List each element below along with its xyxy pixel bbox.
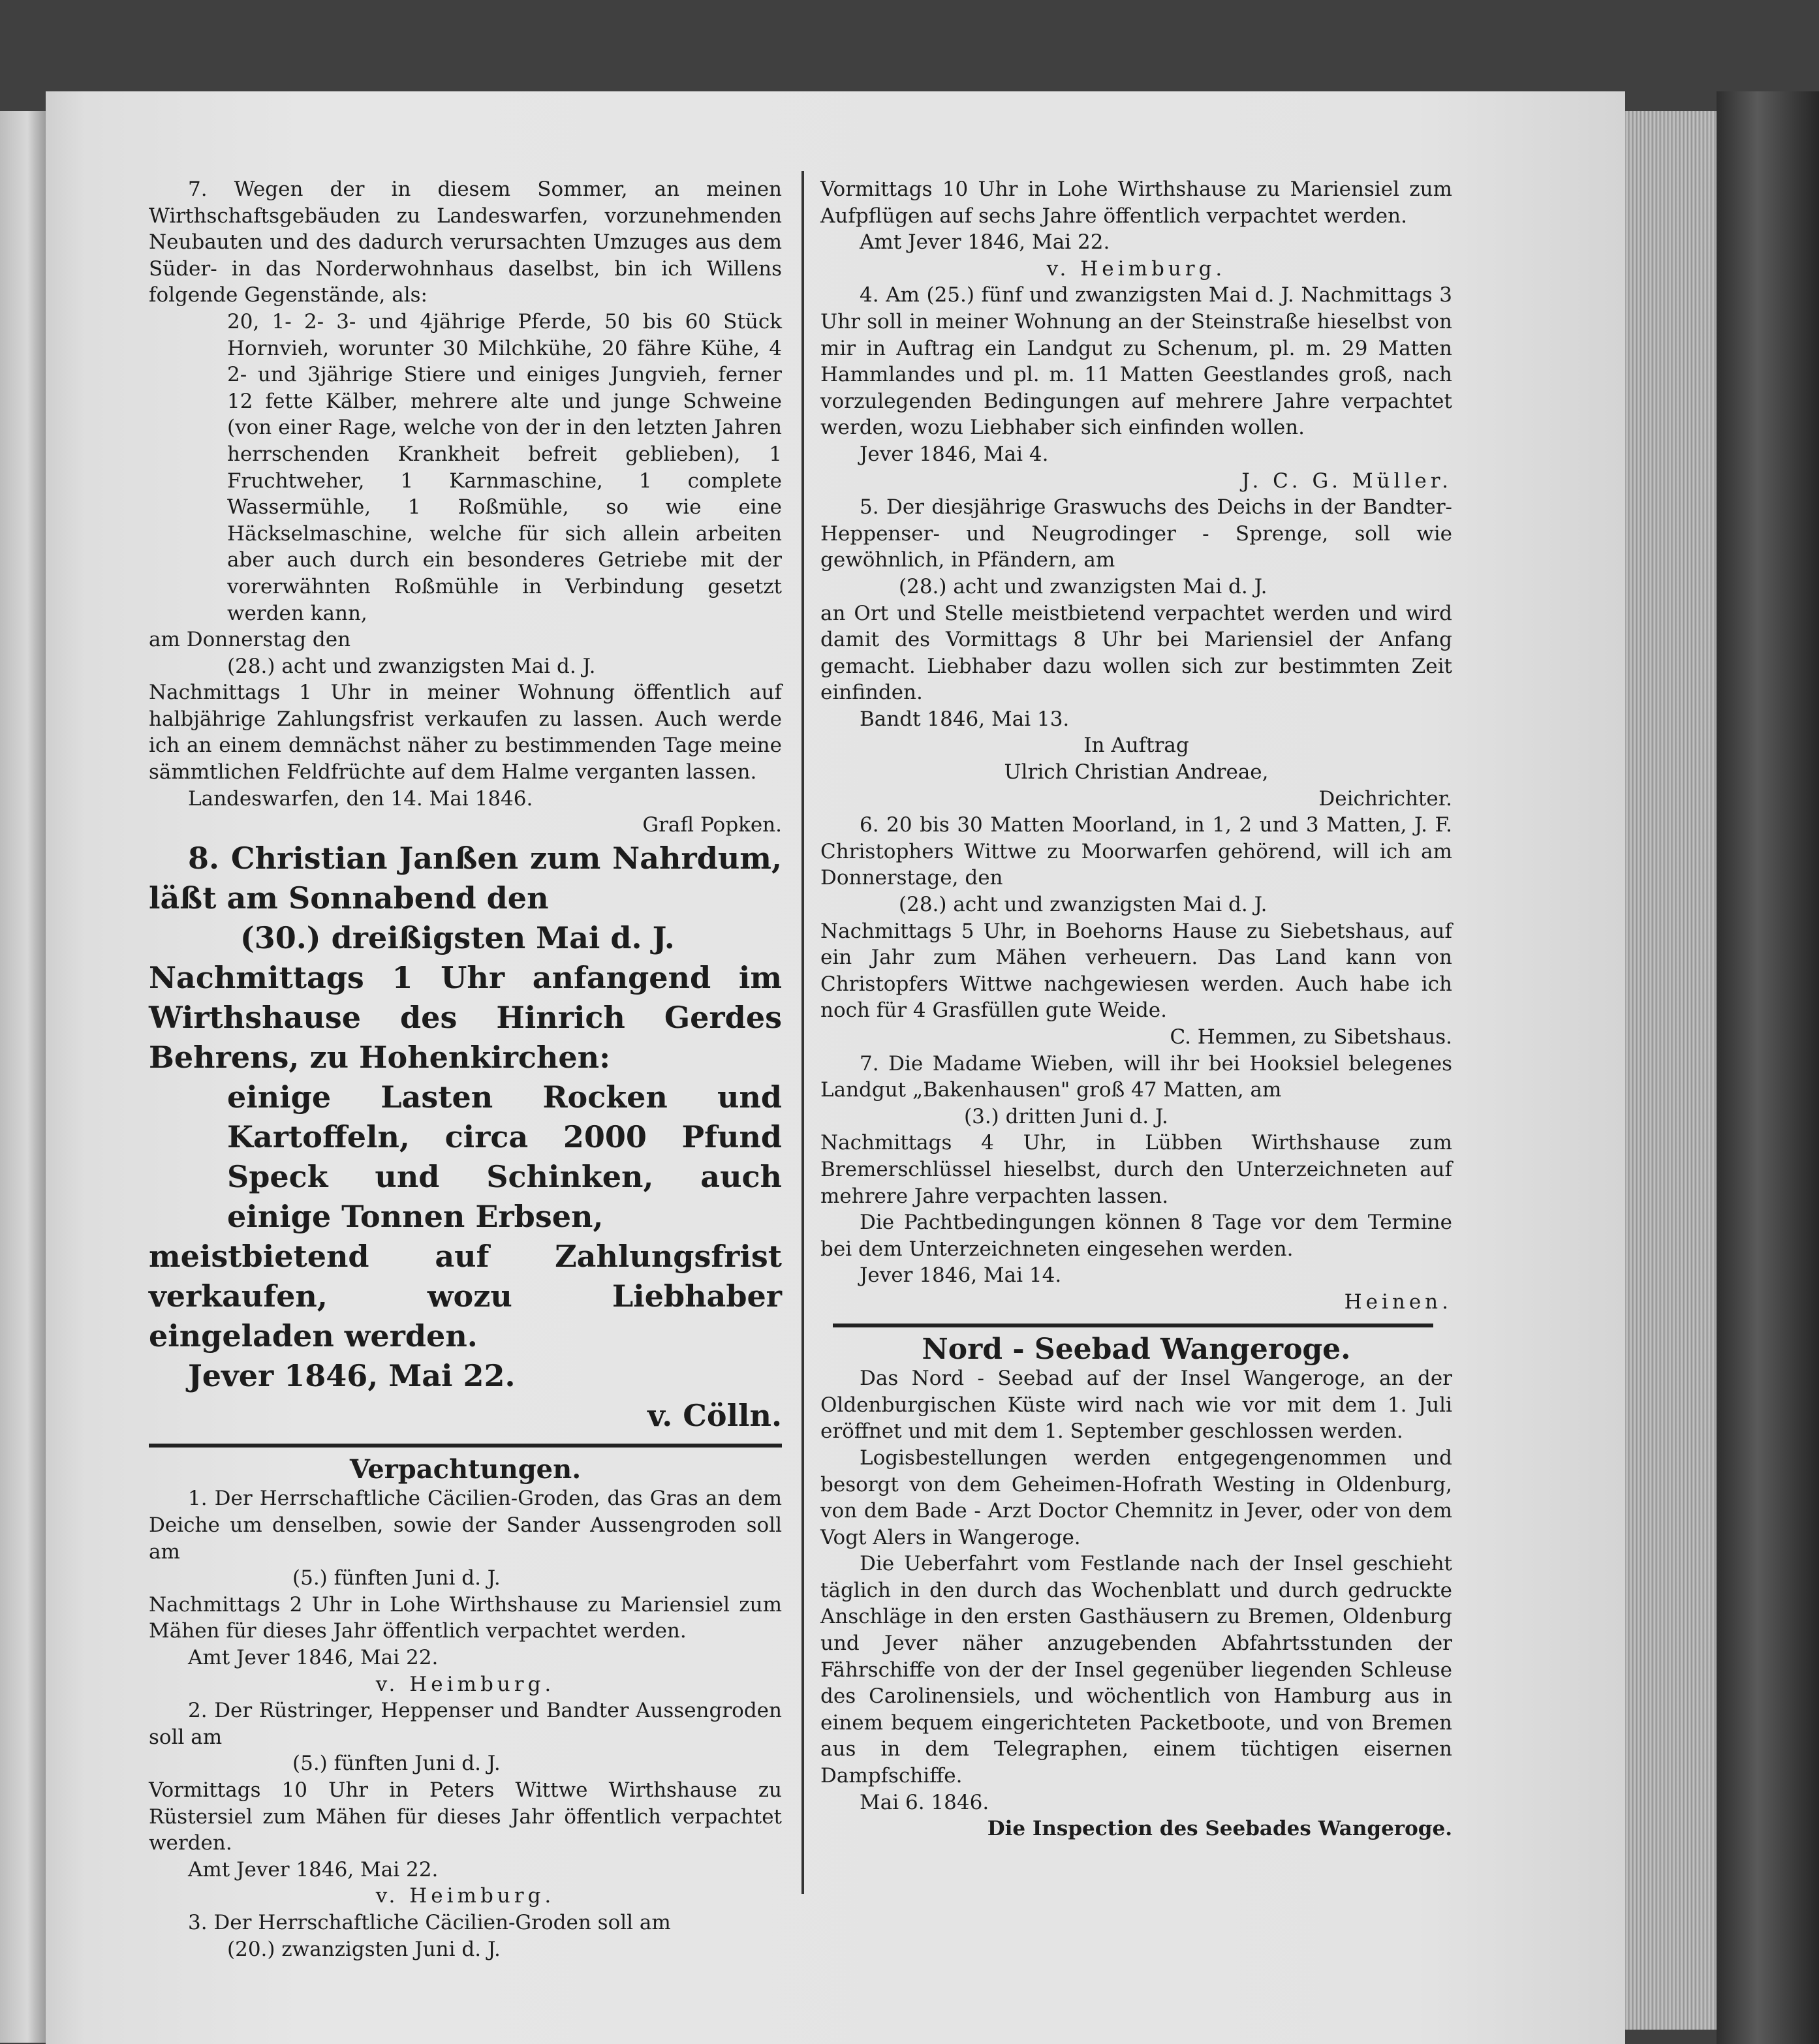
- lease-5-text: 5. Der diesjährige Graswuchs des Deichs in der Bandter- Heppenser- und Neugrodinger - Sprenge, soll wie gewöhnlich, in Pfändern, am: [820, 495, 1452, 572]
- lease-5-terms: an Ort und Stelle meistbietend verpachtet werden und wird damit des Vormittags 8 Uhr bei Mariensiel der Anfang gemacht. Liebhaber dazu wollen sich zur bestimmten Zeit einfinden.: [820, 601, 1452, 705]
- ad-8-place-date: Jever 1846, Mai 22.: [188, 1357, 516, 1393]
- ad-8-goods: einige Lasten Rocken und Kartoffeln, circa 2000 Pfund Speck und Schinken, auch einige Tonnen Erbsen,: [227, 1079, 782, 1234]
- lease-7-terms: Nachmittags 4 Uhr, in Lübben Wirthshause zum Bremerschlüssel hieselbst, durch den Unterzeichneten auf mehrere Jahre verpachten lassen.: [820, 1131, 1452, 1208]
- lease-4-place-date: Jever 1846, Mai 4.: [860, 442, 1049, 466]
- facing-page-edge: [0, 111, 46, 2043]
- lease-1-text: 1. Der Herrschaftliche Cäcilien-Groden, das Gras an dem Deiche um denselben, sowie der Sander Aussengroden soll am: [149, 1487, 782, 1564]
- lease-3-date: (20.) zwanzigsten Juni d. J.: [227, 1937, 501, 1961]
- ad-7-place-date: Landeswarfen, den 14. Mai 1846.: [188, 786, 533, 811]
- seebad-para-3: Die Ueberfahrt vom Festlande nach der Insel geschieht täglich in den durch das Wochenblatt und durch gedruckte Anschläge in den ersten Gasthäusern zu Bremen, Oldenburg und Jever näher anzugebenden Abfahrtsstunden der Fährschiffe von der der Insel gegenüber liegenden Schleuse des Carolinensiels, und wöchentlich von Hamburg aus in einem bequem eingerichteten Packetboote, und von Bremen aus in dem Telegraphen, einem tüchtigen eisernen Dampfschiffe.: [820, 1552, 1452, 1788]
- ad-8: [149, 839, 782, 1436]
- lease-2-signature: v. Heimburg.: [375, 1884, 555, 1908]
- ad-8-line1: 8. Christian Janßen zum Nahrdum, läßt am Sonnabend den: [149, 840, 782, 916]
- lease-3-place-date: Amt Jever 1846, Mai 22.: [860, 230, 1110, 255]
- lease-7-date: (3.) dritten Juni d. J.: [964, 1104, 1168, 1128]
- lease-3-terms: Vormittags 10 Uhr in Lohe Wirthshause zu Mariensiel zum Aufpflügen auf sechs Jahre öffentlich verpachtet werden.: [820, 178, 1452, 228]
- lease-5-signature: Ulrich Christian Andreae,: [1004, 760, 1269, 784]
- lease-2-terms: Vormittags 10 Uhr in Peters Wittwe Wirthshause zu Rüstersiel zum Mähen für dieses Jahr öffentlich verpachtet werden.: [149, 1778, 782, 1855]
- section-rule: [833, 1324, 1433, 1327]
- verpachtungen-heading: Verpachtungen.: [349, 1453, 582, 1485]
- lease-6-terms: Nachmittags 5 Uhr, in Boehorns Hause zu Siebetshaus, auf ein Jahr zum Mähen verheuern. Das Land kann von Christopfers Wittwe nachgewiesen werden. Auch habe ich noch für 4 Grasfüllen gute Weide.: [820, 919, 1452, 1023]
- lease-1-signature: v. Heimburg.: [375, 1672, 555, 1696]
- lease-1-place-date: Amt Jever 1846, Mai 22.: [188, 1646, 439, 1669]
- lease-5-title: Deichrichter.: [1318, 786, 1452, 811]
- lease-5-place-date: Bandt 1846, Mai 13.: [860, 707, 1070, 731]
- lease-4-text: 4. Am (25.) fünf und zwanzigsten Mai d. J. Nachmittags 3 Uhr soll in meiner Wohnung an der Steinstraße hieselbst von mir in Auftrag ein Landgut zu Schenum, pl. m. 29 Matten Hammlandes und pl. m. 11 Matten Geestlandes groß, nach vorzulegenden Bedingungen auf mehrere Jahre verpachtet werden, wozu Liebhaber sich einfinden wollen.: [820, 283, 1452, 440]
- ad-8-date: (30.) dreißigsten Mai d. J.: [240, 920, 675, 955]
- seebad-para-2: Logisbestellungen werden entgegengenommen und besorgt von dem Geheimen-Hofrath Westing in Oldenburg, von dem Bade - Arzt Doctor Chemnitz in Jever, oder von dem Vogt Alers in Wangeroge.: [820, 1446, 1452, 1549]
- column-divider: [801, 171, 804, 1894]
- lease-6-text: 6. 20 bis 30 Matten Moorland, in 1, 2 und 3 Matten, J. F. Christophers Wittwe zu Moorwarfen gehörend, will ich am Donnerstage, den: [820, 813, 1452, 890]
- lease-7-text: 7. Die Madame Wieben, will ihr bei Hooksiel belegenes Landgut „Bakenhausen" groß 47 Matten, am: [820, 1051, 1452, 1102]
- lease-3-signature: v. Heimburg.: [1046, 256, 1226, 281]
- lease-4-signature: J. C. G. Müller.: [1241, 469, 1452, 493]
- seebad-heading: Nord - Seebad Wangeroge.: [922, 1332, 1351, 1366]
- lease-1-terms: Nachmittags 2 Uhr in Lohe Wirthshause zu Mariensiel zum Mähen für dieses Jahr öffentlich verpachtet werden.: [149, 1592, 782, 1643]
- lease-3-text: 3. Der Herrschaftliche Cäcilien-Groden soll am: [188, 1910, 671, 1934]
- lease-2-date: (5.) fünften Juni d. J.: [292, 1752, 501, 1776]
- section-rule: [149, 1444, 782, 1448]
- lease-6-date: (28.) acht und zwanzigsten Mai d. J.: [899, 893, 1267, 917]
- ad-7-day: am Donnerstag den: [149, 628, 351, 652]
- ad-8-terms: meistbietend auf Zahlungsfrist verkaufen, wozu Liebhaber eingeladen werden.: [149, 1238, 782, 1354]
- ad-7-date: (28.) acht und zwanzigsten Mai d. J.: [227, 654, 596, 678]
- seebad-para-1: Das Nord - Seebad auf der Insel Wangeroge, an der Oldenburgischen Küste wird nach wie vor mit dem 1. Juli eröffnet und mit dem 1. September geschlossen werden.: [820, 1367, 1452, 1444]
- lease-6-signature: C. Hemmen, zu Sibetshaus.: [1170, 1025, 1452, 1049]
- ad-7-terms: Nachmittags 1 Uhr in meiner Wohnung öffentlich auf halbjährige Zahlungsfrist verkaufen zu lassen. Auch werde ich an einem demnächst näher zu bestimmenden Tage meine sämmtlichen Feldfrüchte auf dem Halme verganten lassen.: [149, 681, 782, 784]
- lease-7-signature: Heinen.: [1344, 1290, 1452, 1314]
- lease-5-commission: In Auftrag: [1083, 734, 1189, 758]
- book-cover: [1717, 91, 1819, 2044]
- ad-7-intro: 7. Wegen der in diesem Sommer, an meinen Wirthschaftsgebäuden zu Landeswarfen, vorzunehmenden Neubauten und des dadurch verursachten Umzuges aus dem Süder- in das Norderwohnhaus daselbst, bin ich Willens folgende Gegenstände, als:: [149, 178, 782, 307]
- lease-5-date: (28.) acht und zwanzigsten Mai d. J.: [899, 574, 1267, 598]
- seebad-date: Mai 6. 1846.: [860, 1790, 989, 1814]
- ad-8-signature: v. Cölln.: [647, 1397, 782, 1433]
- lease-2-text: 2. Der Rüstringer, Heppenser und Bandter Aussengroden soll am: [149, 1699, 782, 1749]
- lease-1-date: (5.) fünften Juni d. J.: [292, 1566, 501, 1590]
- ad-7-signature: Grafl Popken.: [642, 813, 782, 837]
- book-page-edges: [1625, 111, 1717, 2030]
- left-column: [149, 176, 782, 1962]
- seebad-signature: Die Inspection des Seebades Wangeroge.: [987, 1817, 1452, 1841]
- right-column: [820, 176, 1452, 1842]
- ad-8-place: Nachmittags 1 Uhr anfangend im Wirthshause des Hinrich Gerdes Behrens, zu Hohenkirchen:: [149, 959, 782, 1075]
- lease-7-place-date: Jever 1846, Mai 14.: [860, 1263, 1062, 1288]
- ad-7-items: 20, 1- 2- 3- und 4jährige Pferde, 50 bis 60 Stück Hornvieh, worunter 30 Milchkühe, 20 fähre Kühe, 4 2- und 3jährige Stiere und einiges Jungvieh, ferner 12 fette Kälber, mehrere alte und junge Schweine (von einer Rage, welche von der in den letzten Jahren herrschenden Krankheit befreit geblieben), 1 Fruchtweher, 1 Karnmaschine, 1 complete Wassermühle, 1 Roßmühle, so wie eine Häckselmaschine, welche für sich allein arbeiten aber auch durch ein besonderes Getriebe mit der vorerwähnten Roßmühle in Verbindung gesetzt werden kann,: [227, 309, 782, 625]
- lease-7-conditions: Die Pachtbedingungen können 8 Tage vor dem Termine bei dem Unterzeichneten eingesehen werden.: [820, 1211, 1452, 1261]
- lease-2-place-date: Amt Jever 1846, Mai 22.: [188, 1857, 439, 1881]
